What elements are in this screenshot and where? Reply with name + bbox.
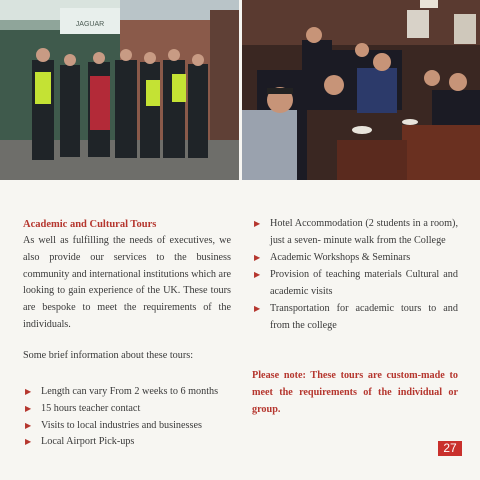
list-item [252,249,458,266]
building-sign: JAGUAR [75,21,105,28]
tour-services-list [252,215,458,334]
arrow-bullet-icon: ▶ [25,437,32,447]
tour-info-intro: Some brief information about these tours: [23,350,194,361]
custom-tour-note: Please note: These tours are custom-made to meet the requirements of the individual or group. [252,370,458,415]
section-body: As well as fulfilling the needs of executives, we also provide our services to the business community and international institutions which are looking to gain experience of the UK. These tours are bespoke to meet the requirements of the individuals. [23,235,231,330]
list-item-text: Transportation for academic tours to and from the college [270,303,458,331]
list-item-text: Length can vary From 2 weeks to 6 months [41,386,219,397]
tour-details-list [23,384,238,451]
group-tour-photo [0,0,239,180]
list-item-text: Local Airport Pick-ups [41,436,135,448]
arrow-bullet-icon: ▶ [254,253,261,262]
list-item-text: Visits to local industries and businesses [41,419,202,431]
section-heading: Academic and Cultural Tours [23,219,157,230]
arrow-bullet-icon: ▶ [254,270,261,279]
list-item [252,300,458,334]
list-item [23,418,238,435]
list-item-text: Hotel Accommodation (2 students in a room), just a seven- minute walk from the College [270,218,458,246]
arrow-bullet-icon: ▶ [25,420,32,430]
list-item [23,384,238,401]
arrow-bullet-icon: ▶ [25,387,32,396]
list-item [252,266,458,300]
arrow-bullet-icon: ▶ [254,219,261,228]
arrow-bullet-icon: ▶ [254,304,261,313]
list-item [23,434,238,451]
restaurant-group-photo [242,0,480,180]
page-number: 27 [438,441,462,456]
arrow-bullet-icon: ▶ [25,403,32,413]
list-item-text: 15 hours teacher contact [41,402,141,414]
list-item [23,401,238,418]
photo-strip [0,0,480,180]
list-item-text: Academic Workshops & Seminars [270,252,411,263]
list-item-text: Provision of teaching materials Cultural and academic visits [270,269,458,297]
list-item [252,215,458,249]
